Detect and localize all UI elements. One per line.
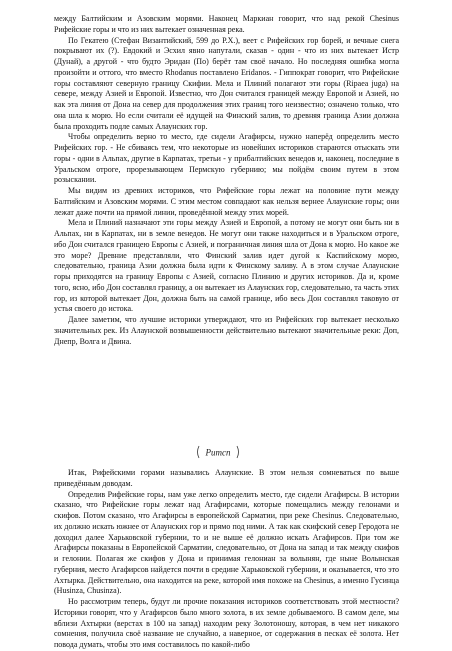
body-text-bottom xyxy=(54,468,399,651)
paragraph: Чтобы определить верно то место, где сидели Агафирсы, нужно наперёд определить место Рифейских гор. - Не сбиваясь тем, что некоторые из новейших историков стараются отыскать эти горы - одни в Альпах, другие в Карпатах, третьи - у прибалтийских венедов и, наконец, последние в Уральском отроге, прорезывающем Пермскую губернию; мы пойдём своим путем в этом розыскании. xyxy=(54,132,399,185)
paragraph: Определив Рифейские горы, нам уже легко определить место, где сидели Агафирсы. В истории сказано, что Рифейские горы лежат над Агафирсами, которые помещались между гелонами и скифов. Потом сказано, что Агафирсы в европейской Сарматии, при реке Chesinus. Следовательно, их должно искать южнее от Алаунских гор и прямо под ними. А так как скифский север Геродота не доходил далее Харьковской губернии, то и не выше её должно искать Агафирсов. При том же Агафирсы показаны в Европейской Сарматии, следовательно, от Дона на запад и так между скифов и гелонии. Полагая же скифов у Дона и принимая гелониан за волынян, где ныне Волынская губерния, место Агафирсов найдется почти в средине Харьковской губернии, и оказывается, что это Ахтырка. Действительно, она находится на реке, которой имя похоже на Chesinus, а именно Гусинца (Husinza, Chusinza). xyxy=(54,489,399,596)
paragraph: По Гекатею (Стефан Византийский, 599 до Р.Х.), веет с Рифейских гор борей, и вечные снега покрывают их (?). Евдокий и Эсхил явно напутали, сказав - один - что из них вытекает Истр (Дунай), а другой - что будто Эридан (По) берёт там своё начало. Но последняя ошибка могла произойти и оттого, что вместо Rhodanus поставлено Eridanos. - Гиппократ говорит, что Рифейские горы составляют северную границу Скифии. Мела и Плиний полагают эти горы (Ripaea juga) на севере, между Азией и Европой. Известно, что Дон считался границей между Европой и Азией, но как эта линия от Дона на север для продолжения этих границ того неизвестно; означено только, что она шла к морю. Но если считали её идущей на Финский залив, то древняя граница Азии должна была проходить подле самых Алаунских гор. xyxy=(54,35,399,131)
paragraph: между Балтийским и Азовским морями. Наконец Маркиан говорит, что над рекой Chesinus Рифейские горы и что из них вытекает означенная река. xyxy=(54,14,399,34)
paragraph: Итак, Рифейскими горами назывались Алаунские. В этом нельзя сомневаться по выше приведённым доводам. xyxy=(54,468,399,488)
paragraph: Далее заметим, что лучшие историки утверждают, что из Рифейских гор вытекает несколько значительных рек. Из Алаунской возвышенности действительно вытекают значительные реки: Доп, Днепр, Волга и Двина. xyxy=(54,315,399,346)
section-emblem xyxy=(195,444,241,460)
paragraph: Мы видим из древних историков, что Рифейские горы лежат на половине пути между Балтийским и Азовским морями. С этим местом совпадают как нельзя вернее Алаунские горы; они лежат даже почти на прямой линии, проведённой между этих морей. xyxy=(54,186,399,217)
emblem-text: Ритсп xyxy=(205,447,231,458)
paragraph: Но рассмотрим теперь, будут ли прочие показания историков соответствовать этой местности? Историки говорят, что у Агафирсов было много золота, в их земле добываемого. В самом деле, мы вблизи Ахтырки (верстах в 100 на запад) находим реку Золотоношу, которая, в чем нет никакого сомнения, получила своё название не случайно, а наверное, от содержания в песках её золота. Нет повода думать, чтобы это имя составилось по какой-либо xyxy=(54,597,399,649)
paragraph: Мела и Плиний назначают эти горы между Азией и Европой, а потому не могут они быть ни в Альпах, ни в Карпатах, ни в земле венедов. Не могут они также находиться и в Уральском отроге, ибо Дон считался границею Европы с Азией, и пограничная линия шла от Дона к морю. Но какое же это море? Древние представляли, что Финский залив идет дугой к Каспийскому морю, следовательно, граница Азии должна была идти к Финскому заливу. А в этом случае Алаунские горы приходятся на границу Европы с Азией, согласно Плинию и других историков. Да и, кроме того, ясно, ибо Дон составлял границу, а он вытекает из Алаунских гор, следовательно, та часть этих гор, из которой вытекает Дон, должна быть на самой границе, ибо весь Дон составлял таковую от устья своего до истока. xyxy=(54,218,399,314)
body-text-top xyxy=(54,14,399,347)
